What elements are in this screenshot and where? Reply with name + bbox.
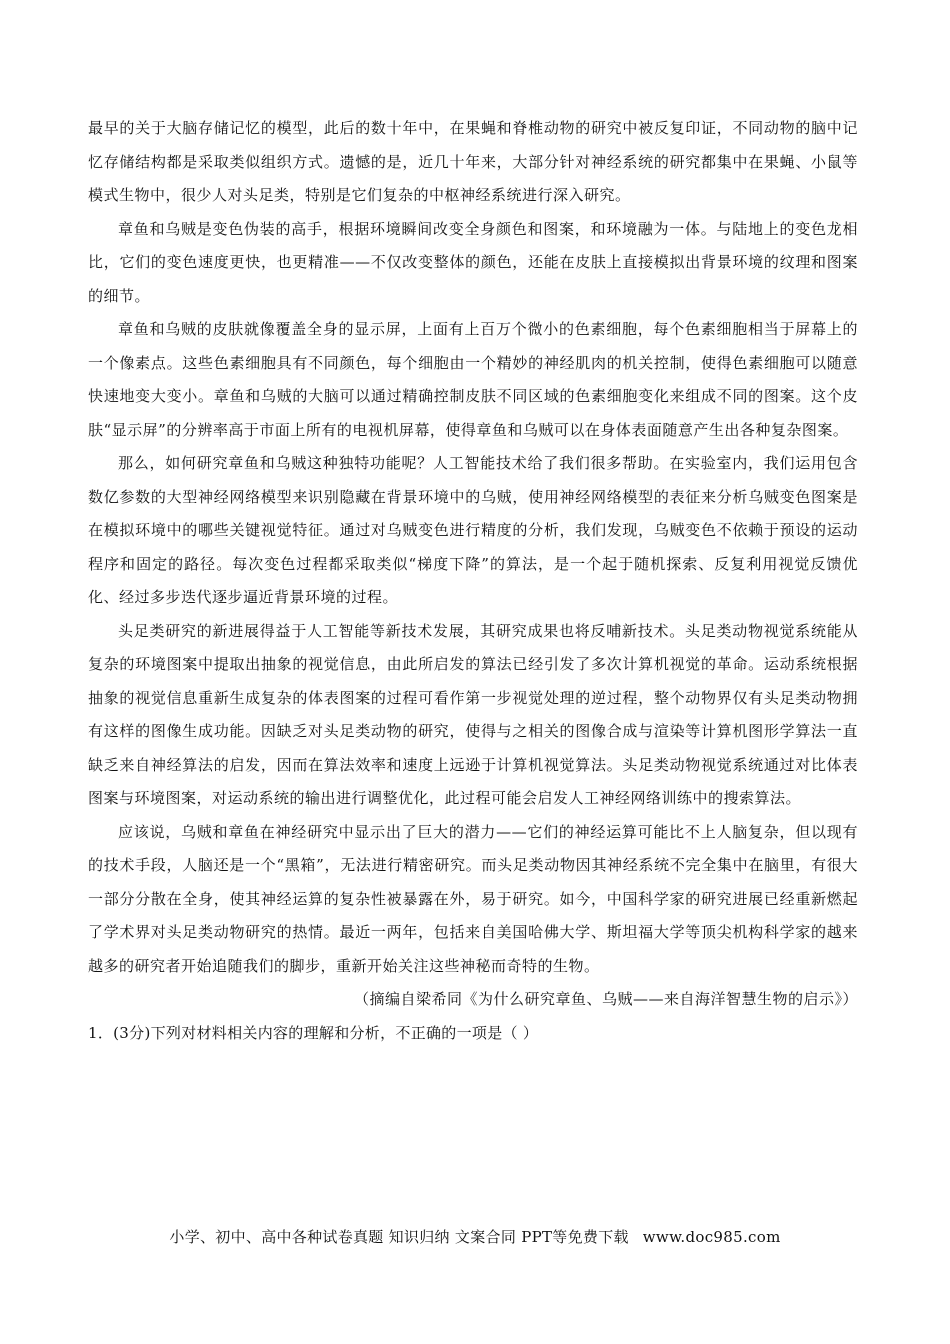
paragraph-5: 头足类研究的新进展得益于人工智能等新技术发展，其研究成果也将反哺新技术。头足类动物视觉系统能从复杂的环境图案中提取出抽象的视觉信息，由此所启发的算法已经引发了多次计算机视觉的革命。运动系统根据抽象的视觉信息重新生成复杂的体表图案的过程可看作第一步视觉处理的逆过程，整个动物界仅有头足类动物拥有这样的图像生成功能。因缺乏对头足类动物的研究，使得与之相关的图像合成与渲染等计算机图形学算法一直缺乏来自神经算法的启发，因而在算法效率和速度上远逊于计算机视觉算法。头足类动物视觉系统通过对比体表图案与环境图案，对运动系统的输出进行调整优化，此过程可能会启发人工神经网络训练中的搜索算法。	[88, 621, 858, 807]
paragraph-4: 那么，如何研究章鱼和乌贼这种独特功能呢？人工智能技术给了我们很多帮助。在实验室内，我们运用包含数亿参数的大型神经网络模型来识别隐藏在背景环境中的乌贼，使用神经网络模型的表征来分析乌贼变色图案是在模拟环境中的哪些关键视觉特征。通过对乌贼变色进行精度的分析，我们发现，乌贼变色不依赖于预设的运动程序和固定的路径。每次变色过程都采取类似“梯度下降”的算法，是一个起于随机探索、反复利用视觉反馈优化、经过多步迭代逐步逼近背景环境的过程。	[88, 454, 858, 606]
footer-text: 小学、初中、高中各种试卷真题 知识归纳 文案合同 PPT等免费下载	[169, 1228, 629, 1246]
paragraph-3: 章鱼和乌贼的皮肤就像覆盖全身的显示屏，上面有上百万个微小的色素细胞，每个色素细胞相当于屏幕上的一个像素点。这些色素细胞具有不同颜色，每个细胞由一个精妙的神经肌肉的机关控制，使得色素细胞可以随意快速地变大变小。章鱼和乌贼的大脑可以通过精确控制皮肤不同区域的色素细胞变化来组成不同的图案。这个皮肤“显示屏”的分辨率高于市面上所有的电视机屏幕，使得章鱼和乌贼可以在身体表面随意产生出各种复杂图案。	[88, 320, 858, 439]
page-footer	[0, 1226, 950, 1247]
paragraph-1: 最早的关于大脑存储记忆的模型，此后的数十年中，在果蝇和脊椎动物的研究中被反复印证，不同动物的脑中记忆存储结构都是采取类似组织方式。遗憾的是，近几十年来，大部分针对神经系统的研究都集中在果蝇、小鼠等模式生物中，很少人对头足类，特别是它们复杂的中枢神经系统进行深入研究。	[88, 119, 858, 204]
footer-site-link[interactable]: www.doc985.com	[642, 1228, 781, 1246]
paragraph-6: 应该说，乌贼和章鱼在神经研究中显示出了巨大的潜力——它们的神经运算可能比不上人脑复杂，但以现有的技术手段，人脑还是一个“黑箱”，无法进行精密研究。而头足类动物因其神经系统不完全集中在脑里，有很大一部分分散在全身，使其神经运算的复杂性被暴露在外，易于研究。如今，中国科学家的研究进展已经重新燃起了学术界对头足类动物研究的热情。最近一两年，包括来自美国哈佛大学、斯坦福大学等顶尖机构科学家的越来越多的研究者开始追随我们的脚步，重新开始关注这些神秘而奇特的生物。	[88, 822, 858, 975]
paragraph-2: 章鱼和乌贼是变色伪装的高手，根据环境瞬间改变全身颜色和图案，和环境融为一体。与陆地上的变色龙相比，它们的变色速度更快，也更精准——不仅改变整体的颜色，还能在皮肤上直接模拟出背景环境的纹理和图案的细节。	[88, 219, 858, 305]
article-body	[88, 112, 858, 1050]
source-citation: （摘编自梁希同《为什么研究章鱼、乌贼——来自海洋智慧生物的启示》）	[353, 990, 858, 1008]
question-1: 1．(3分)下列对材料相关内容的理解和分析，不正确的一项是（ ）	[88, 1023, 539, 1042]
